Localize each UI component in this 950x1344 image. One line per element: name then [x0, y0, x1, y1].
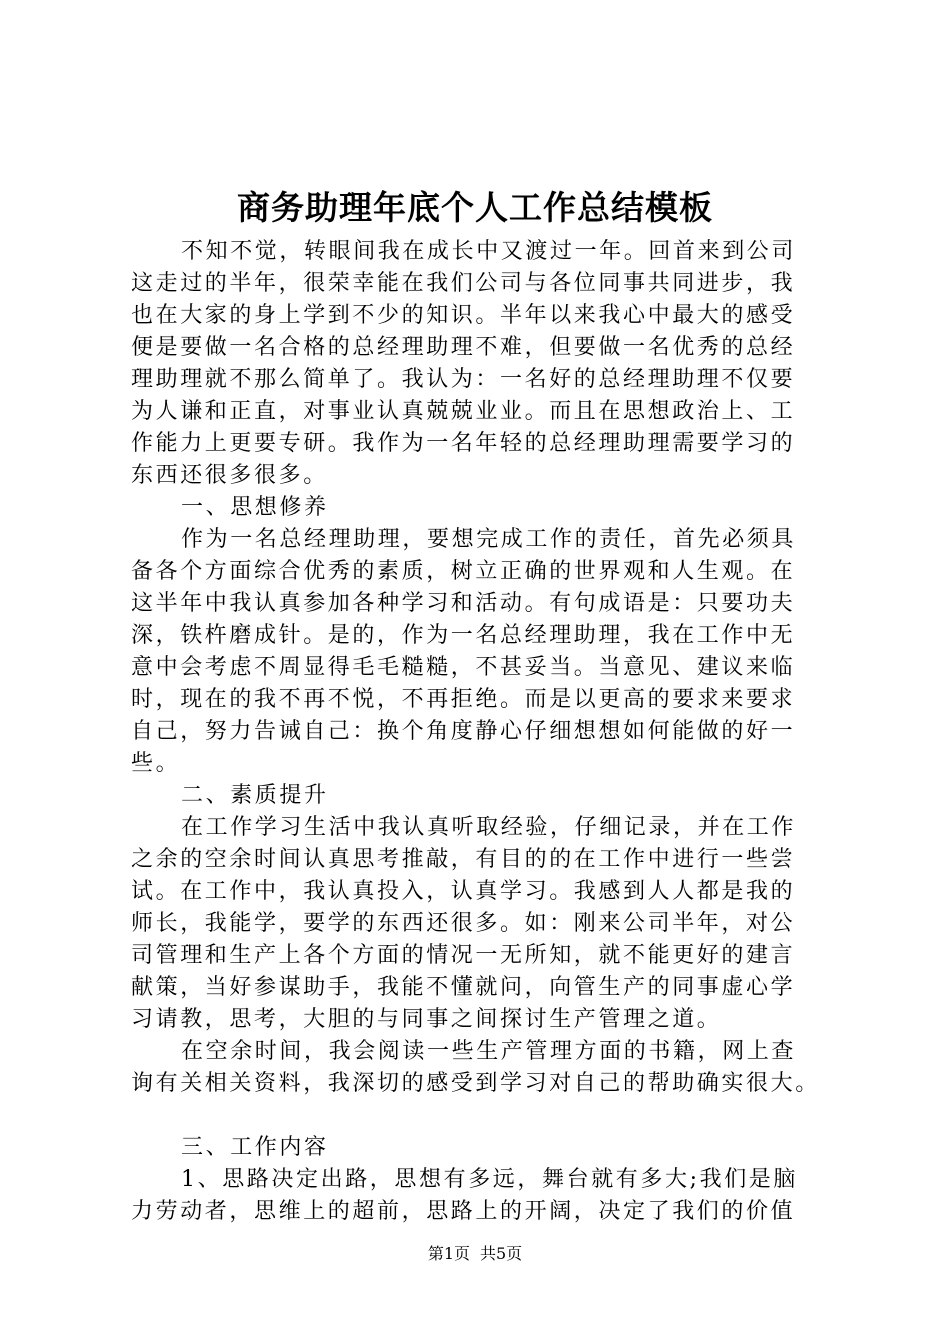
paragraph-line: 之余的空余时间认真思考推敲，有目的的在工作中进行一些尝 [131, 847, 796, 872]
paragraph-line: 也在大家的身上学到不少的知识。半年以来我心中最大的感受 [131, 303, 796, 328]
paragraph-line: 理助理就不那么简单了。我认为：一名好的总经理助理不仅要 [131, 367, 796, 392]
paragraph-line: 这半年中我认真参加各种学习和活动。有句成语是：只要功夫 [131, 591, 796, 616]
paragraph-line: 为人谦和正直，对事业认真兢兢业业。而且在思想政治上、工 [131, 399, 796, 424]
paragraph-line: 询有关相关资料，我深切的感受到学习对自己的帮助确实很大。 [131, 1071, 820, 1096]
paragraph-line: 意中会考虑不周显得毛毛糙糙，不甚妥当。当意见、建议来临 [131, 655, 796, 680]
paragraph-line: 深，铁杵磨成针。是的，作为一名总经理助理，我在工作中无 [131, 623, 796, 648]
page-number: 第1页 [427, 1244, 470, 1263]
blank-line [131, 1100, 831, 1132]
paragraph-line: 自己，努力告诫自己：换个角度静心仔细想想如何能做的好一 [131, 719, 796, 744]
paragraph-line: 在空余时间，我会阅读一些生产管理方面的书籍，网上查 [181, 1039, 797, 1064]
paragraph-line: 师长，我能学，要学的东西还很多。如：刚来公司半年，对公 [131, 911, 796, 936]
section-heading: 一、思想修养 [181, 495, 329, 520]
paragraph-line: 便是要做一名合格的总经理助理不难，但要做一名优秀的总经 [131, 335, 796, 360]
paragraph-line: 力劳动者，思维上的超前，思路上的开阔，决定了我们的价值 [131, 1199, 796, 1224]
page-footer [0, 1243, 950, 1265]
document-title: 商务助理年底个人工作总结模板 [237, 188, 713, 227]
paragraph-line: 备各个方面综合优秀的素质，树立正确的世界观和人生观。在 [131, 559, 796, 584]
paragraph-line: 司管理和生产上各个方面的情况一无所知，就不能更好的建言 [131, 943, 796, 968]
paragraph-line: 1、思路决定出路，思想有多远，舞台就有多大;我们是脑 [181, 1167, 799, 1192]
paragraph-line: 在工作学习生活中我认真听取经验，仔细记录，并在工作 [181, 815, 797, 840]
paragraph-line: 东西还很多很多。 [131, 463, 328, 488]
paragraph-line: 作为一名总经理助理，要想完成工作的责任，首先必须具 [181, 527, 797, 552]
paragraph-line: 这走过的半年，很荣幸能在我们公司与各位同事共同进步，我 [131, 271, 796, 296]
paragraph-line: 些。 [131, 751, 181, 776]
section-heading: 二、素质提升 [181, 783, 329, 808]
paragraph-line: 作能力上更要专研。我作为一名年轻的总经理助理需要学习的 [131, 431, 796, 456]
paragraph-line: 试。在工作中，我认真投入，认真学习。我感到人人都是我的 [131, 879, 796, 904]
paragraph-line: 献策，当好参谋助手，我能不懂就问，向管生产的同事虚心学 [131, 975, 796, 1000]
paragraph-line: 时，现在的我不再不悦，不再拒绝。而是以更高的要求来要求 [131, 687, 796, 712]
page-total: 共5页 [480, 1244, 523, 1263]
document-body [131, 236, 831, 1228]
paragraph-line: 不知不觉，转眼间我在成长中又渡过一年。回首来到公司 [181, 239, 797, 264]
paragraph-line: 习请教，思考，大胆的与同事之间探讨生产管理之道。 [131, 1007, 722, 1032]
section-heading: 三、工作内容 [181, 1135, 329, 1160]
